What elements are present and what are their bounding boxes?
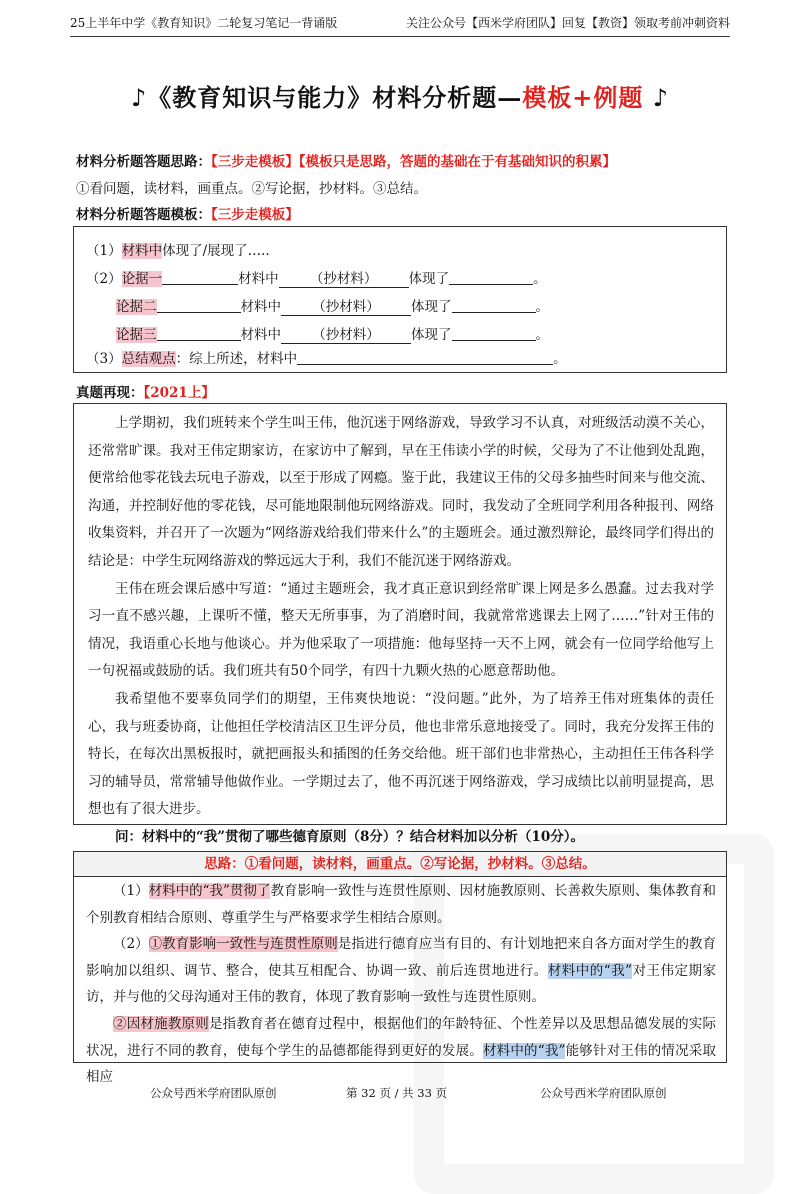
- thinking-steps: ①看问题，读材料，画重点。②写论据，抄材料。③总结。: [76, 181, 427, 197]
- template-row-1: （1）材料中体现了/展现了…..: [86, 243, 270, 259]
- exam-tag: 【2021上】: [143, 385, 215, 401]
- footer-left: 公众号西米学府团队原创: [150, 1086, 277, 1100]
- title-prefix: ♪《教育知识与能力》材料分析题—: [130, 83, 523, 112]
- page-number: 第 32 页 / 共 33 页: [346, 1086, 448, 1100]
- question: 问：材料中的“我”贯彻了哪些德育原则（8分）？结合材料加以分析（10分）。: [115, 828, 584, 845]
- thinking-tag: 【三步走模板】: [211, 154, 299, 170]
- footer-right: 公众号西米学府团队原创: [540, 1086, 667, 1100]
- material-text: [88, 410, 714, 852]
- analysis-paragraph: （1）材料中的“我”贯彻了教育影响一致性与连贯性原则、因材施教原则、长善救失原则、集体教育和个别教育相结合原则、尊重学生与严格要求学生相结合原则。: [86, 883, 717, 926]
- material-paragraph: 王伟在班会课后感中写道：“通过主题班会，我才真正意识到经常旷课上网是多么愚蠢。过去我对学习一直不感兴趣，上课听不懂，整天无所事事，为了消磨时间，我就常常逃课去上网了……”针对王伟的情况，我语重心长地与他谈心。并为他采取了一项措施：他每坚持一天不上网，就会有一位同学给他写上一句祝福或鼓励的话。我们班共有50个同学，有四十九颗火热的心愿意帮助他。: [88, 580, 714, 680]
- template-row-5: （3）总结观点：综上所述，材料中 。: [86, 351, 567, 367]
- thinking-note: 【模板只是思路，答题的基础在于有基础知识的积累】: [298, 154, 616, 170]
- template-row-3: 论据二 材料中 （抄材料） 体现了 。: [116, 295, 549, 316]
- analysis-title: 思路：①看问题，读材料，画重点。②写论据，抄材料。③总结。: [74, 852, 726, 877]
- analysis-text: [86, 878, 716, 1091]
- thinking-label: 材料分析题答题思路：: [76, 154, 211, 170]
- template-tag: 【三步走模板】: [211, 207, 299, 223]
- material-paragraph: 我希望他不要辜负同学们的期望，王伟爽快地说：“没问题。”此外，为了培养王伟对班集体的责任心，我与班委协商，让他担任学校清洁区卫生评分员，他也非常乐意地接受了。同时，我充分发挥王伟的特长，在每次出黑板报时，就把画报头和插图的任务交给他。班干部们也非常热心，主动担任王伟各科学习的辅导员，常常辅导他做作业。一学期过去了，他不再沉迷于网络游戏，学习成绩比以前明显提高，思想也有了很大进步。: [88, 690, 714, 818]
- template-label: 材料分析题答题模板：: [76, 207, 211, 223]
- header-divider: [70, 36, 730, 37]
- thinking-heading: [76, 150, 616, 170]
- exam-label: 真题再现：: [76, 385, 144, 401]
- analysis-paragraph: （2）①教育影响一致性与连贯性原则是指进行德育应当有目的、有计划地把来自各方面对学生的教育影响加以组织、调节、整合，使其互相配合、协调一致、前后连贯地进行。材料中的“我”对王伟定期家访，并与他的父母沟通对王伟的教育，体现了教育影响一致性与连贯性原则。: [86, 936, 717, 1006]
- analysis-paragraph: ②因材施教原则是指教育者在德育过程中，根据他们的年龄特征、个性差异以及思想品德发展的实际状况，进行不同的教育，使每个学生的品德都能得到更好的发展。材料中的“我”能够针对王伟的情况采取相应: [86, 1015, 717, 1086]
- exam-heading: [76, 381, 215, 401]
- page-header: [70, 14, 730, 34]
- template-box: [73, 226, 727, 373]
- material-paragraph: 上学期初，我们班转来个学生叫王伟，他沉迷于网络游戏，导致学习不认真，对班级活动漠不关心，还常常旷课。我对王伟定期家访，在家访中了解到，早在王伟读小学的时候，父母为了不让他到处乱跑，便常给他零花钱去玩电子游戏，以至于形成了网瘾。鉴于此，我建议王伟的父母多抽些时间来与他交流、沟通，并控制好他的零花钱，尽可能地限制他玩网络游戏。同时，我发动了全班同学利用各种报刊、网络收集资料，并召开了一次题为“网络游戏给我们带来什么”的主题班会。通过激烈辩论，最终同学们得出的结论是：中学生玩网络游戏的弊远远大于利，我们不能沉迷于网络游戏。: [88, 415, 714, 569]
- header-right: 关注公众号【西米学府团队】回复【教资】领取考前冲刺资料: [405, 16, 730, 30]
- page-title: [0, 78, 800, 113]
- template-row-4: 论据三 材料中 （抄材料） 体现了 。: [116, 323, 549, 344]
- analysis-box: [73, 851, 727, 1086]
- template-row-2: （2）论据一 材料中 （抄材料） 体现了 。: [86, 267, 547, 288]
- header-left: 25上半年中学《教育知识》二轮复习笔记一背诵版: [70, 16, 338, 30]
- material-box: [73, 403, 727, 845]
- title-suffix: ♪: [643, 83, 670, 112]
- title-highlight: 模板+例题: [522, 83, 644, 112]
- template-heading: [76, 203, 299, 223]
